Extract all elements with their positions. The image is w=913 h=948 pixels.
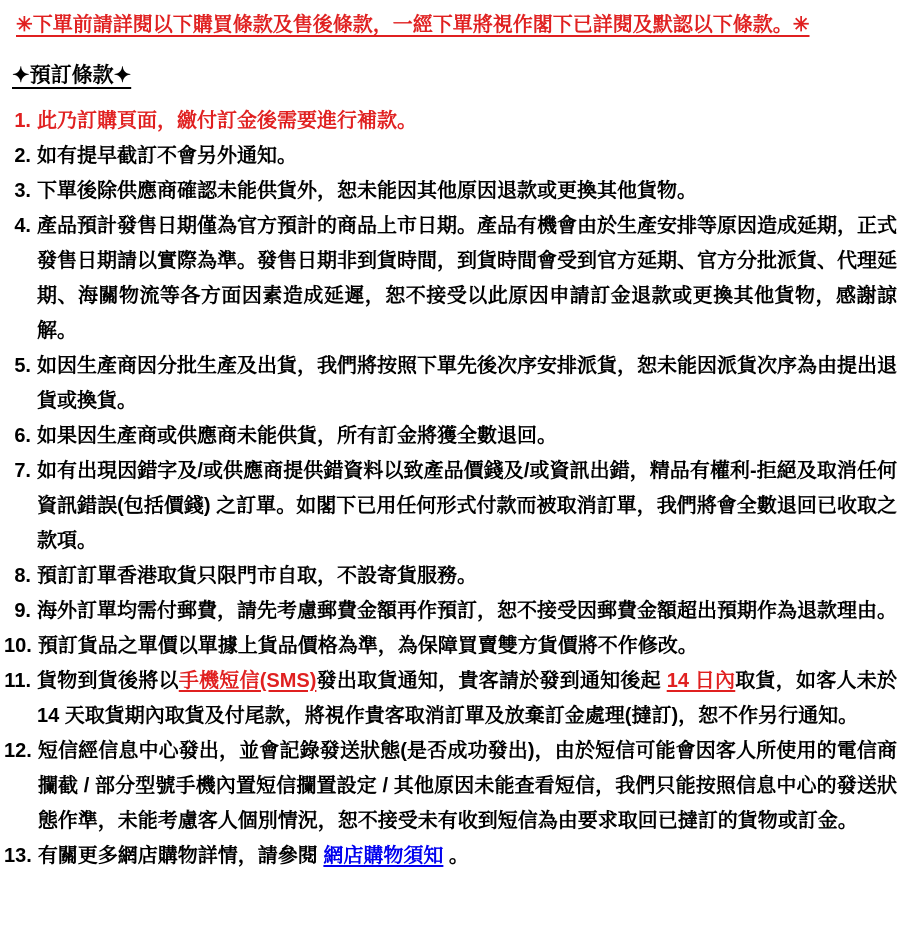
term-text: [38, 734, 897, 839]
section-title-preorder-terms: ✦預訂條款✦: [12, 64, 132, 87]
shop-notice-link[interactable]: 網店購物須知: [323, 845, 444, 867]
term-number: 8.: [14, 565, 31, 587]
term-text: [38, 629, 897, 664]
term-item: [4, 174, 897, 209]
term-text: [37, 454, 897, 559]
term-number: 7.: [14, 460, 31, 482]
term-text-segment: 下單後除供應商確認未能供貨外，恕未能因其他原因退款或更換其他貨物。: [37, 180, 697, 202]
term-text-segment: 貨物到貨後將以: [37, 670, 179, 692]
term-item: [4, 839, 897, 874]
term-text: [37, 139, 897, 174]
term-text-segment: 預訂貨品之單價以單據上貨品價格為準，為保障買賣雙方貨價將不作修改。: [37, 635, 698, 657]
term-text-segment: 14 日內: [666, 670, 736, 692]
term-item: [4, 664, 897, 734]
term-item: [4, 734, 897, 839]
term-number: 1.: [14, 110, 31, 132]
term-text-segment: 如有出現因錯字及/或供應商提供錯資料以致產品價錢及/或資訊出錯，精品有權利-拒絕及取消任何資訊錯誤(包括價錢) 之訂單。如閣下已用任何形式付款而被取消訂單，我們將會全數退回已收取之款項。: [37, 460, 897, 552]
term-text: [37, 174, 897, 209]
term-text: [38, 839, 897, 874]
term-item: [4, 209, 897, 349]
term-item: [4, 454, 897, 559]
term-item: [4, 629, 897, 664]
term-text-segment: 此乃訂購頁面，繳付訂金後需要進行補款。: [37, 110, 417, 132]
term-number: 11.: [4, 670, 31, 692]
term-number: 5.: [14, 355, 31, 377]
term-number: 10.: [4, 635, 32, 657]
term-text: [37, 594, 897, 629]
term-item: [4, 139, 897, 174]
term-text: [37, 104, 897, 139]
term-text-segment: 如果因生產商或供應商未能供貨，所有訂金將獲全數退回。: [37, 425, 557, 447]
term-text-segment: 海外訂單均需付郵費，請先考慮郵費金額再作預訂，恕不接受因郵費金額超出預期作為退款理由。: [37, 600, 897, 622]
term-number: 2.: [14, 145, 31, 167]
term-text: [37, 559, 897, 594]
terms-list: [4, 104, 897, 874]
section-title-row: [12, 62, 897, 89]
term-text-segment: 預訂訂單香港取貨只限門市自取，不設寄貨服務。: [37, 565, 477, 587]
term-text-segment: 手機短信(SMS): [178, 670, 317, 692]
term-number: 4.: [14, 215, 31, 237]
term-text-segment: 產品預計發售日期僅為官方預計的商品上市日期。產品有機會由於生產安排等原因造成延期，正式發售日期請以實際為準。發售日期非到貨時間，到貨時間會受到官方延期、官方分批派貨、代理延期、海關物流等各方面因素造成延遲，恕不接受以此原因申請訂金退款或更換其他貨物，感謝諒解。: [37, 215, 897, 342]
term-number: 3.: [14, 180, 31, 202]
term-text-segment: 有關更多網店購物詳情，請參閱: [37, 845, 324, 867]
term-text: [37, 664, 897, 734]
term-item: [4, 104, 897, 139]
term-text: [37, 349, 897, 419]
term-text-segment: 。: [443, 845, 469, 867]
term-text: [37, 419, 897, 454]
term-item: [4, 349, 897, 419]
term-item: [4, 559, 897, 594]
term-text-segment: 如因生產商因分批生產及出貨，我們將按照下單先後次序安排派貨，恕未能因派貨次序為由提出退貨或換貨。: [37, 355, 897, 412]
term-text-segment: 取貨，如客人未於 14 天取貨期內取貨及付尾款，將視作貴客取消訂單及放棄訂金處理(撻訂)，恕不作另行通知。: [37, 670, 898, 727]
term-number: 6.: [14, 425, 31, 447]
term-text-segment: 短信經信息中心發出，並會記錄發送狀態(是否成功發出)，由於短信可能會因客人所使用的電信商攔截 / 部分型號手機內置短信攔置設定 / 其他原因未能查看短信，我們只能按照信息中心的發送狀態作準，未能考慮客人個別情況，恕不接受未有收到短信為由要求取回已撻訂的貨物或訂金。: [37, 740, 897, 832]
term-item: [4, 594, 897, 629]
term-number: 12.: [4, 740, 32, 762]
term-text: [37, 209, 897, 349]
term-number: 13.: [4, 845, 32, 867]
term-text-segment: 如有提早截訂不會另外通知。: [37, 145, 297, 167]
term-text-segment: 發出取貨通知，貴客請於發到通知後起: [316, 670, 667, 692]
term-number: 9.: [14, 600, 31, 622]
purchase-notice-banner: ✳下單前請詳閱以下購買條款及售後條款，一經下單將視作閣下已詳閱及默認以下條款。✳: [16, 14, 810, 36]
term-item: [4, 419, 897, 454]
